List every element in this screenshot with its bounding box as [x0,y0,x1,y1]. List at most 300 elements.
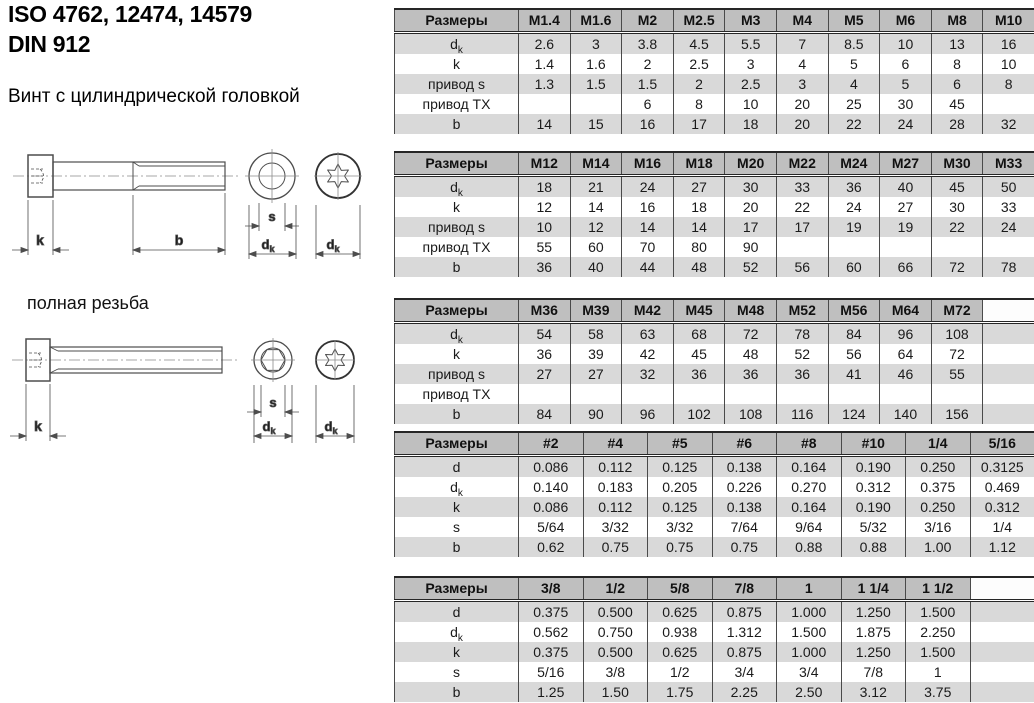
table-cell: 72 [931,257,983,277]
empty-cell [970,601,1034,623]
table-cell: 84 [519,404,571,424]
table-cell: 3/4 [712,662,777,682]
table-imperial-small [394,431,1034,557]
column-header: #4 [583,432,648,456]
table-row [395,114,1034,134]
column-header: #6 [712,432,777,456]
table-cell: 64 [880,344,932,364]
table-row [395,682,1034,702]
table-cell: 4 [776,54,828,74]
table-cell: 0.500 [583,601,648,623]
table-cell: 36 [776,364,828,384]
end-view-torx-socket [314,152,362,200]
dimension-s [245,203,299,231]
column-header: M16 [622,152,674,176]
table-row [395,197,1034,217]
column-header: M8 [931,9,983,33]
table-cell: 18 [725,114,777,134]
table-cell: 15 [570,114,622,134]
table-cell: 12 [570,217,622,237]
table-cell [983,237,1034,257]
dimension-s [247,385,299,417]
row-label: привод TX [395,94,519,114]
table-cell: 1.500 [906,642,971,662]
table-cell: 0.88 [777,537,842,557]
dimension-k [10,384,66,441]
table-cell: 5/32 [841,517,906,537]
table-cell: 32 [622,364,674,384]
table-cell: 0.312 [841,477,906,497]
table-cell [880,384,932,404]
table-cell: 0.75 [712,537,777,557]
table-cell: 30 [725,176,777,198]
column-header: M1.4 [519,9,571,33]
table-cell: 10 [983,54,1034,74]
column-header: M14 [570,152,622,176]
table-cell: 2.50 [777,682,842,702]
table-cell [931,384,983,404]
column-header: M4 [776,9,828,33]
column-header: #2 [519,432,584,456]
table-cell: 66 [880,257,932,277]
table-cell: 1.12 [970,537,1034,557]
table-cell: 0.469 [970,477,1034,497]
table-cell: 1.5 [622,74,674,94]
table-cell: 0.875 [712,601,777,623]
table-cell [776,384,828,404]
table-cell: 1.4 [519,54,571,74]
table-cell: 24 [983,217,1034,237]
table-cell: 8 [931,54,983,74]
column-header: #8 [777,432,842,456]
row-label-header: Размеры [395,577,519,601]
empty-cell [983,384,1034,404]
row-label: s [395,662,519,682]
column-header: 1/2 [583,577,648,601]
table-cell [828,384,880,404]
column-header: M30 [931,152,983,176]
empty-cell [970,622,1034,642]
column-header: M1.6 [570,9,622,33]
empty-cell [983,364,1034,384]
table-cell: 36 [673,364,725,384]
table-cell: 1.250 [841,601,906,623]
column-header: 1 1/4 [841,577,906,601]
table-cell: 46 [880,364,932,384]
table-cell: 90 [725,237,777,257]
table-cell: 36 [519,257,571,277]
table-cell: 1/4 [970,517,1034,537]
table-cell: 68 [673,323,725,345]
table-cell: 14 [570,197,622,217]
table-cell: 0.312 [970,497,1034,517]
table-row [395,74,1034,94]
table-cell: 0.250 [906,456,971,478]
table-cell: 22 [776,197,828,217]
table-header-row [395,152,1034,176]
column-header: M36 [519,299,571,323]
table-header-row [395,577,1034,601]
table-cell: 52 [725,257,777,277]
empty-cell [970,682,1034,702]
dim-label-dk: $d_k$ [261,237,275,254]
table-cell: 20 [725,197,777,217]
table-cell: 1.75 [648,682,713,702]
dimension-table [394,298,1034,424]
table-metric-m1_4-m10 [394,8,1034,134]
table-row [395,364,1034,384]
table-cell: 1.875 [841,622,906,642]
table-cell: 0.112 [583,456,648,478]
table-cell: 25 [828,94,880,114]
table-cell: 1.312 [712,622,777,642]
table-cell: 48 [725,344,777,364]
column-header: M6 [880,9,932,33]
end-view-torx-socket [315,340,355,380]
table-cell: 0.183 [583,477,648,497]
column-header: 7/8 [712,577,777,601]
row-label: $d_k$ [395,477,519,497]
dim-label-s: s [268,209,276,224]
table-cell [776,237,828,257]
table-cell: 1/2 [648,662,713,682]
table-cell: 1.3 [519,74,571,94]
table-cell: 2.250 [906,622,971,642]
table-cell [519,384,571,404]
table-cell: 27 [519,364,571,384]
table-cell: 1.000 [777,601,842,623]
dimension-dk-hex [254,385,292,443]
table-cell: 0.138 [712,497,777,517]
table-cell: 0.086 [519,456,584,478]
column-header: M42 [622,299,674,323]
table-cell: 32 [983,114,1034,134]
table-cell: 0.75 [583,537,648,557]
table-row [395,344,1034,364]
table-cell: 45 [673,344,725,364]
table-row [395,517,1034,537]
dimension-dk-torx [316,385,354,443]
table-row [395,497,1034,517]
table-cell: 36 [828,176,880,198]
table-cell: 14 [519,114,571,134]
column-header: 3/8 [519,577,584,601]
column-header: M24 [828,152,880,176]
table-cell: 0.125 [648,497,713,517]
table-cell: 0.938 [648,622,713,642]
table-cell: 21 [570,176,622,198]
empty-column-header [970,577,1034,601]
table-cell: 16 [983,33,1034,55]
table-cell: 54 [519,323,571,345]
table-cell: 24 [828,197,880,217]
table-cell: 63 [622,323,674,345]
column-header: M20 [725,152,777,176]
table-cell: 0.375 [519,601,584,623]
table-cell: 10 [725,94,777,114]
dimension-table [394,576,1034,702]
table-cell: 6 [622,94,674,114]
table-cell: 78 [983,257,1034,277]
row-label: k [395,54,519,74]
table-imperial-large [394,576,1034,702]
dim-label-k: k [36,232,44,248]
column-header: M3 [725,9,777,33]
row-label: b [395,682,519,702]
table-cell: 2 [622,54,674,74]
table-row [395,323,1034,345]
dim-label-dk: $d_k$ [326,237,340,254]
table-cell [725,384,777,404]
table-cell: 0.250 [906,497,971,517]
table-cell: 5.5 [725,33,777,55]
table-cell: 0.138 [712,456,777,478]
table-cell: 72 [725,323,777,345]
table-cell: 22 [931,217,983,237]
table-cell: 3.75 [906,682,971,702]
row-label: $d_k$ [395,176,519,198]
dimension-dk-torx [316,205,360,259]
table-cell [673,384,725,404]
column-header: M10 [983,9,1034,33]
row-label: привод s [395,217,519,237]
row-label-header: Размеры [395,152,519,176]
dim-label-s: s [269,395,277,410]
page-subtitle: Винт с цилиндрической головкой [8,86,300,107]
table-cell: 6 [931,74,983,94]
column-header: #10 [841,432,906,456]
table-row [395,477,1034,497]
table-cell: 0.500 [583,642,648,662]
table-cell: 48 [673,257,725,277]
table-cell: 0.562 [519,622,584,642]
row-label: k [395,344,519,364]
table-cell: 156 [931,404,983,424]
table-row [395,257,1034,277]
table-cell: 24 [622,176,674,198]
table-cell: 1 [906,662,971,682]
table-cell: 9/64 [777,517,842,537]
table-cell: 0.164 [777,497,842,517]
table-cell [983,94,1034,114]
table-cell: 17 [673,114,725,134]
table-cell: 102 [673,404,725,424]
table-cell: 70 [622,237,674,257]
table-cell: 60 [570,237,622,257]
table-cell: 45 [931,176,983,198]
table-cell: 7 [776,33,828,55]
table-cell: 20 [776,114,828,134]
table-cell: 60 [828,257,880,277]
table-cell: 0.875 [712,642,777,662]
column-header: 5/8 [648,577,713,601]
table-cell: 0.226 [712,477,777,497]
dim-label-k: k [34,418,42,434]
column-header: 1 [777,577,842,601]
table-cell: 1.500 [906,601,971,623]
column-header: M2 [622,9,674,33]
row-label: d [395,456,519,478]
table-cell: 1.6 [570,54,622,74]
table-cell: 5/16 [519,662,584,682]
table-cell: 2.25 [712,682,777,702]
table-cell: 55 [519,237,571,257]
table-cell [519,94,571,114]
row-label-header: Размеры [395,9,519,33]
table-cell: 22 [828,114,880,134]
table-metric-m36-m72 [394,298,1034,424]
table-cell: 8 [673,94,725,114]
column-header: M27 [880,152,932,176]
table-row [395,176,1034,198]
dimension-table [394,151,1034,277]
end-view-hex-socket [245,149,299,203]
table-row [395,622,1034,642]
table-row [395,33,1034,55]
row-label: привод TX [395,384,519,404]
table-cell [828,237,880,257]
table-cell: 55 [931,364,983,384]
table-cell: 10 [880,33,932,55]
column-header: M45 [673,299,725,323]
title-block [8,0,252,60]
column-header: M5 [828,9,880,33]
column-header: M52 [776,299,828,323]
row-label: b [395,537,519,557]
table-cell: 44 [622,257,674,277]
row-label: $d_k$ [395,323,519,345]
table-cell: 56 [776,257,828,277]
table-cell: 3/16 [906,517,971,537]
row-label-header: Размеры [395,299,519,323]
table-cell: 3/8 [583,662,648,682]
table-cell: 28 [931,114,983,134]
table-cell: 3.12 [841,682,906,702]
table-cell: 0.88 [841,537,906,557]
row-label: $d_k$ [395,622,519,642]
row-label: k [395,497,519,517]
screw-drawing-partial-thread [0,145,394,265]
column-header: M39 [570,299,622,323]
table-cell: 13 [931,33,983,55]
table-cell: 96 [622,404,674,424]
table-cell: 3 [570,33,622,55]
table-cell: 116 [776,404,828,424]
row-label: k [395,642,519,662]
table-cell: 1.5 [570,74,622,94]
table-cell: 0.190 [841,456,906,478]
table-cell: 2 [673,74,725,94]
table-row [395,217,1034,237]
table-cell: 1.000 [777,642,842,662]
table-cell: 40 [570,257,622,277]
table-cell: 3/4 [777,662,842,682]
table-cell: 5 [880,74,932,94]
row-label: привод s [395,74,519,94]
table-cell: 7/64 [712,517,777,537]
table-cell: 0.125 [648,456,713,478]
column-header: M64 [880,299,932,323]
table-cell: 56 [828,344,880,364]
table-cell: 0.3125 [970,456,1034,478]
table-cell: 80 [673,237,725,257]
row-label: $d_k$ [395,33,519,55]
hidden-socket-lines [29,353,42,367]
table-header-row [395,9,1034,33]
row-label: k [395,197,519,217]
table-cell: 36 [725,364,777,384]
table-cell: 50 [983,176,1034,198]
table-cell: 0.112 [583,497,648,517]
table-cell [570,384,622,404]
empty-cell [983,323,1034,345]
table-row [395,662,1034,682]
empty-cell [970,642,1034,662]
table-cell: 78 [776,323,828,345]
table-cell: 0.190 [841,497,906,517]
table-cell: 3 [725,54,777,74]
table-row [395,94,1034,114]
table-cell: 124 [828,404,880,424]
table-cell: 10 [519,217,571,237]
row-label: b [395,404,519,424]
table-cell: 0.375 [519,642,584,662]
table-cell: 1.00 [906,537,971,557]
table-cell: 8 [983,74,1034,94]
page-title-din: DIN 912 [8,30,91,57]
table-cell: 8.5 [828,33,880,55]
hidden-socket-lines [31,169,44,183]
dimension-table [394,431,1034,557]
table-row [395,456,1034,478]
empty-cell [970,662,1034,682]
screw-drawing-full-thread [0,333,394,445]
table-cell: 45 [931,94,983,114]
table-cell: 27 [570,364,622,384]
table-cell: 4.5 [673,33,725,55]
table-cell: 1.50 [583,682,648,702]
column-header: M22 [776,152,828,176]
dim-label-b: b [174,232,184,248]
table-cell: 140 [880,404,932,424]
table-cell: 58 [570,323,622,345]
table-cell: 40 [880,176,932,198]
table-cell [931,237,983,257]
dim-label-dk: $d_k$ [262,419,276,436]
empty-column-header [983,299,1034,323]
empty-cell [983,344,1034,364]
table-cell: 12 [519,197,571,217]
table-cell: 17 [776,217,828,237]
table-cell: 17 [725,217,777,237]
column-header: 1 1/2 [906,577,971,601]
column-header: 1/4 [906,432,971,456]
table-cell: 33 [983,197,1034,217]
table-cell: 84 [828,323,880,345]
table-row [395,54,1034,74]
column-header: M18 [673,152,725,176]
dim-label-dk: $d_k$ [324,419,338,436]
table-cell: 108 [931,323,983,345]
row-label: привод TX [395,237,519,257]
table-cell: 18 [519,176,571,198]
table-cell: 1.25 [519,682,584,702]
table-row [395,404,1034,424]
table-cell: 16 [622,197,674,217]
column-header: 5/16 [970,432,1034,456]
table-cell: 2.6 [519,33,571,55]
table-cell: 20 [776,94,828,114]
